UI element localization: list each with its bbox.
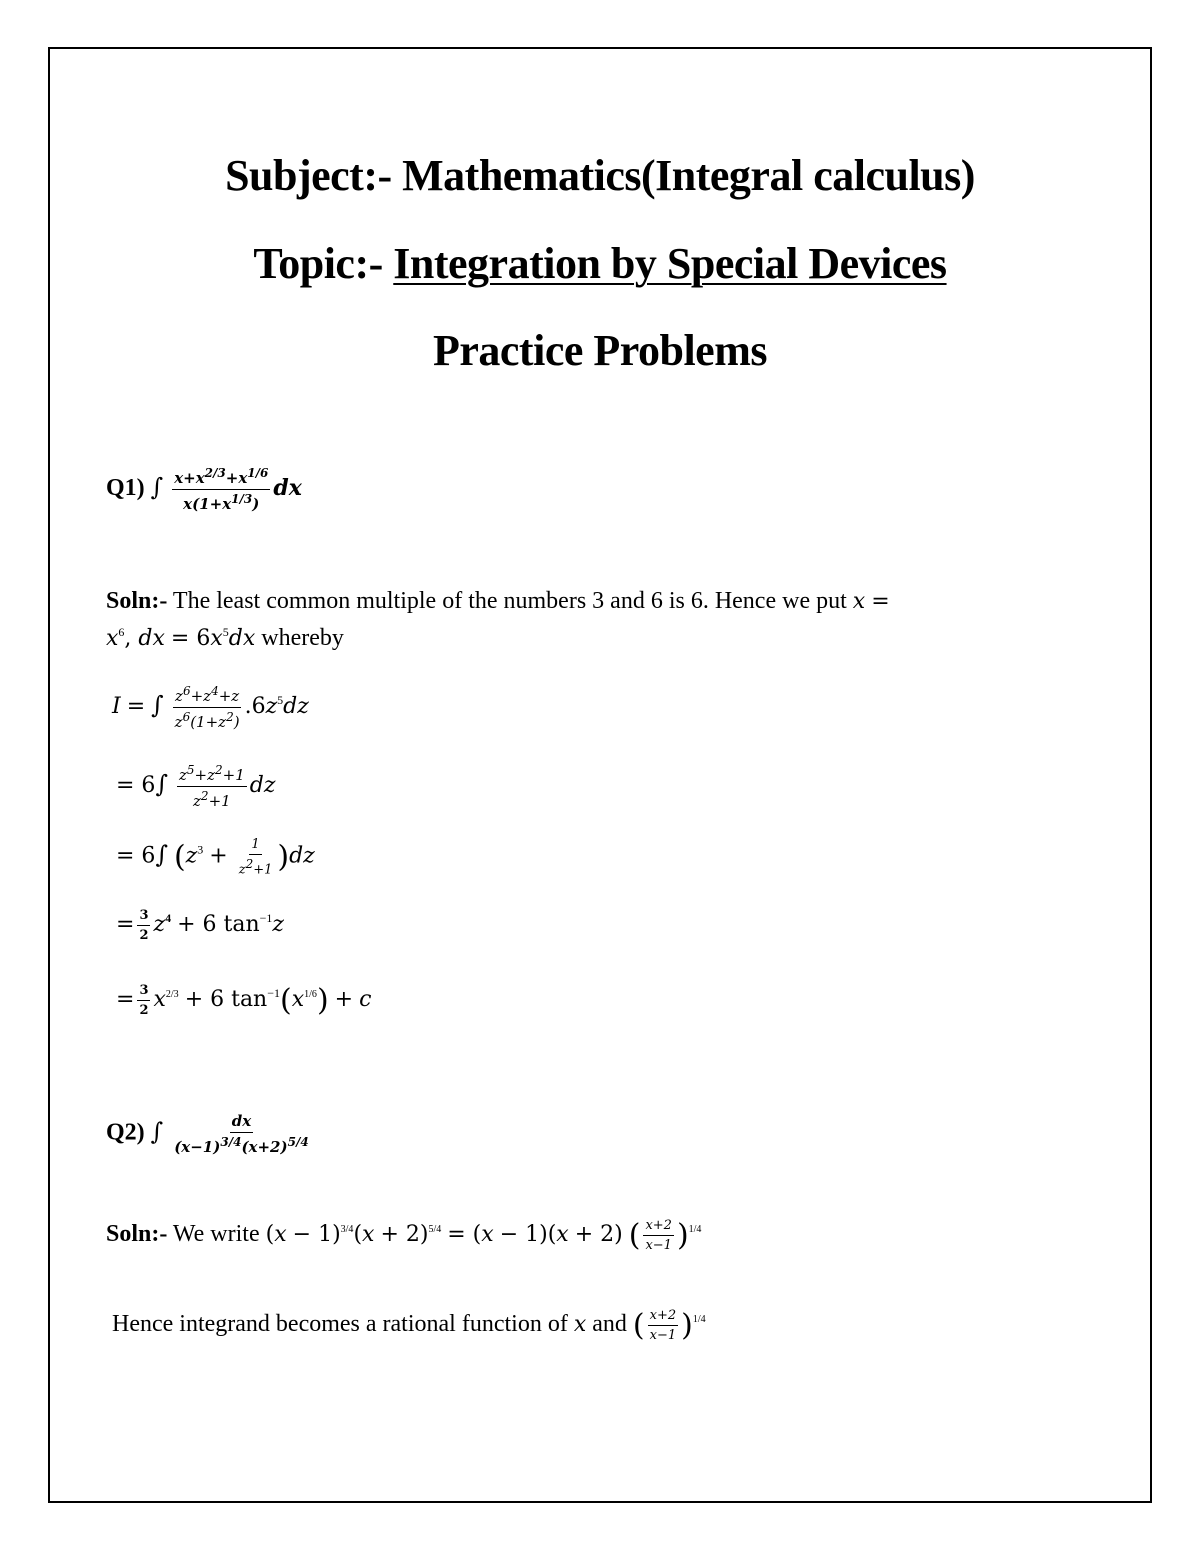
q1-label: Q1): [106, 475, 145, 502]
q2-solution-line: Soln:- We write $(x - 1)^{3/4}(x + 2)^{5/4} = (x - 1)(x + 2)$ ( $\frac{x+2}{x-1}$ )$^{1/4}$: [106, 1218, 702, 1253]
q1-step-3: = 6∫ ($z^3$ + $\frac{1}{z^2+1}$ )dz: [116, 837, 315, 878]
q2-note-text: Hence integrand becomes a rational function of: [112, 1311, 574, 1338]
q1-step-4: = $\frac{3}{2}$ $z^4 + 6$ $\tan^{-1}z$: [116, 908, 284, 943]
topic-title: Integration by Special Devices: [393, 239, 947, 288]
q1-soln-text-2: whereby: [255, 625, 344, 651]
q2-note: Hence integrand becomes a rational function of x and ( $\frac{x+2}{x-1}$ )$^{1/4}$: [112, 1308, 706, 1343]
q1-solution-line-1: Soln:- The least common multiple of the numbers 3 and 6 is 6. Hence we put x =: [106, 588, 890, 614]
q1-step-2: = 6∫ $\frac{z^5+z^2+1}{z^2+1}$ dz: [116, 763, 276, 810]
section-heading: Practice Problems: [433, 326, 767, 375]
q2-soln-label: Soln:-: [106, 1221, 168, 1248]
q2-label: Q2): [106, 1119, 145, 1146]
q1-soln-text-1: The least common multiple of the numbers 3 and 6 is 6. Hence we put: [167, 588, 853, 614]
q2-problem: Q2) ∫ $\frac{dx}{(x-1)^{3/4}(x+2)^{5/4}}$: [106, 1112, 309, 1156]
q1-solution-line-2: $x^6$, dx = $6x^5dx$ whereby: [106, 625, 344, 651]
q1-soln-label: Soln:-: [106, 588, 168, 614]
topic-heading: [0, 238, 1200, 289]
q2-soln-text: We write: [167, 1221, 266, 1248]
q1-step-5: = $\frac{3}{2}$ $x^{2/3} + 6$ $\tan^{-1}(x^{1/6}) + c$: [116, 983, 372, 1018]
q1-problem: Q1) ∫ $\frac{x+x^{2/3}+x^{1/6}}{x(1+x^{1/3})}$ dx: [106, 466, 302, 513]
topic-prefix: Topic:-: [253, 239, 394, 288]
q2-note-and: and: [586, 1311, 633, 1338]
q1-step-1: I = ∫ $\frac{z^6+z^4+z}{z^6(1+z^2)}$ $.6z^5dz$: [112, 684, 309, 731]
subject-heading: Subject:- Mathematics(Integral calculus): [225, 151, 975, 200]
